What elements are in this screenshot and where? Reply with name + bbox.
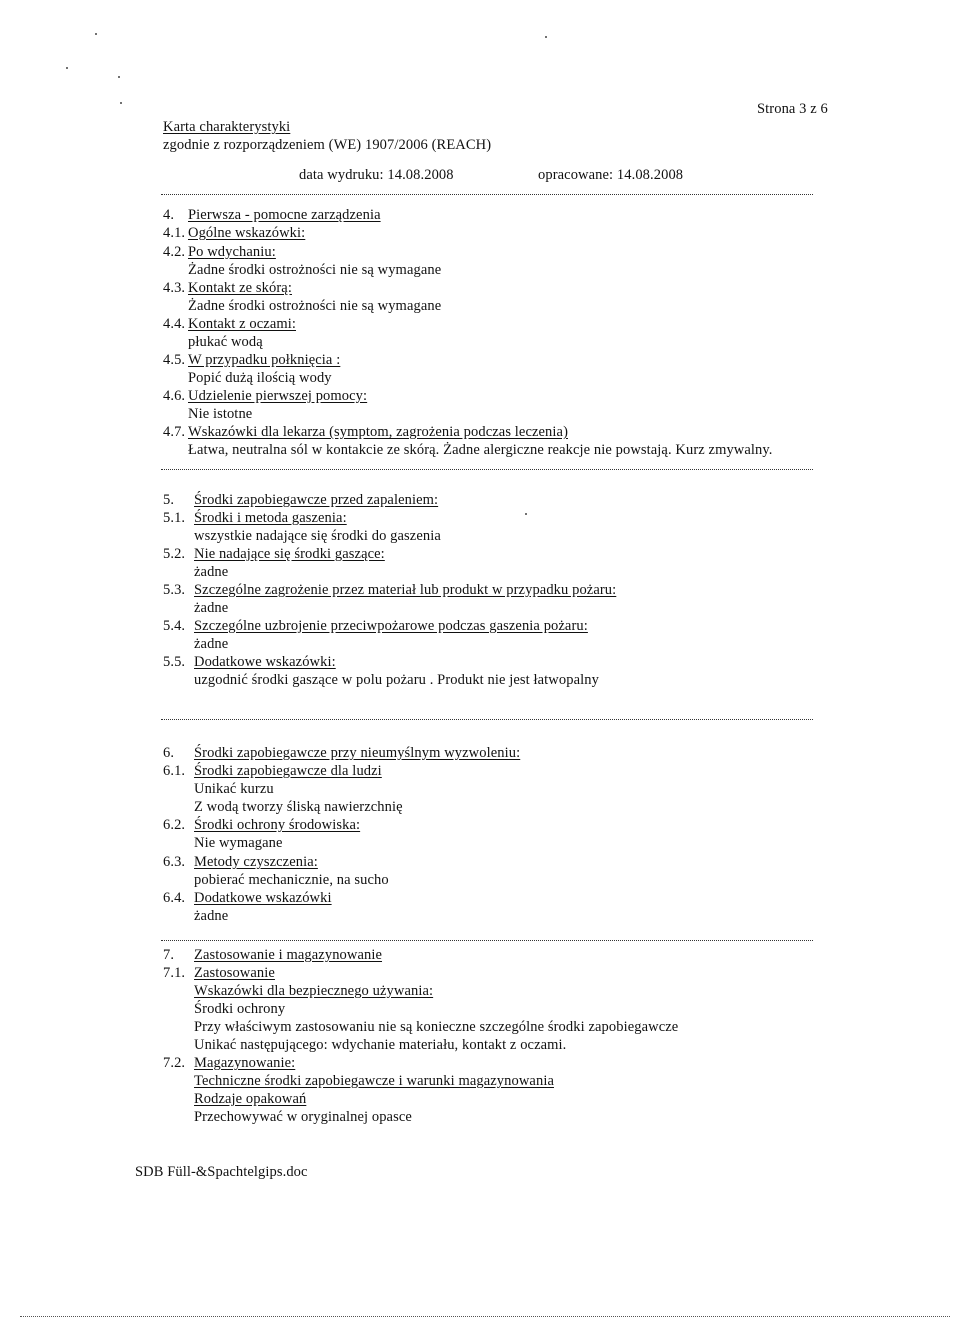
item-number: 4.5. <box>163 352 186 368</box>
regulation-line: zgodnie z rozporządzeniem (WE) 1907/2006 (REACH) <box>163 137 492 153</box>
item-text: żadne <box>194 600 229 616</box>
item-text: Z wodą tworzy śliską nawierzchnię <box>194 799 403 815</box>
section-divider <box>161 194 813 195</box>
section-divider <box>161 940 813 941</box>
item-text: Żadne środki ostrożności nie są wymagane <box>188 262 442 278</box>
item-text: pobierać mechanicznie, na sucho <box>194 872 389 888</box>
scan-speck <box>66 67 68 69</box>
item-number: 5.1. <box>163 510 186 526</box>
section-title: Zastosowanie i magazynowanie <box>194 947 383 963</box>
item-text: Łatwa, neutralna sól w kontakcie ze skórą. Żadne alergiczne reakcje nie powstają. Kurz zmywalny. <box>188 442 773 458</box>
prepared-date: opracowane: 14.08.2008 <box>538 167 684 183</box>
item-text: żadne <box>194 636 229 652</box>
item-title: Szczególne zagrożenie przez materiał lub produkt w przypadku pożaru: <box>194 582 617 598</box>
item-text: Unikać następującego: wdychanie materiału, kontakt z oczami. <box>194 1037 567 1053</box>
item-title: Wskazówki dla lekarza (symptom, zagrożenia podczas leczenia) <box>188 424 568 440</box>
item-text: Żadne środki ostrożności nie są wymagane <box>188 298 442 314</box>
item-text: Unikać kurzu <box>194 781 274 797</box>
item-text: żadne <box>194 908 229 924</box>
item-text: wszystkie nadające się środki do gaszenia <box>194 528 441 544</box>
item-number: 4.3. <box>163 280 186 296</box>
scan-speck <box>545 36 547 38</box>
item-number: 5.3. <box>163 582 186 598</box>
item-number: 6.1. <box>163 763 186 779</box>
item-number: 5.2. <box>163 546 186 562</box>
scan-speck <box>525 513 527 515</box>
item-text: Przy właściwym zastosowaniu nie są konieczne szczególne środki zapobiegawcze <box>194 1019 679 1035</box>
item-text: Środki ochrony <box>194 1001 286 1017</box>
section-divider <box>161 719 813 720</box>
item-number: 6.2. <box>163 817 186 833</box>
section-number: 6. <box>163 745 175 761</box>
item-title: Nie nadające się środki gaszące: <box>194 546 385 562</box>
item-number: 5.4. <box>163 618 186 634</box>
scan-speck <box>118 76 120 78</box>
item-title: Kontakt z oczami: <box>188 316 296 332</box>
section-number: 5. <box>163 492 175 508</box>
item-number: 7.2. <box>163 1055 186 1071</box>
footer-filename: SDB Füll-&Spachtelgips.doc <box>135 1164 308 1180</box>
scan-speck <box>120 102 122 104</box>
item-text: Przechowywać w oryginalnej opasce <box>194 1109 412 1125</box>
item-title: Po wdychaniu: <box>188 244 276 260</box>
item-number: 4.4. <box>163 316 186 332</box>
item-number: 4.6. <box>163 388 186 404</box>
section-number: 7. <box>163 947 175 963</box>
item-title: Metody czyszczenia: <box>194 854 318 870</box>
section-title: Środki zapobiegawcze przy nieumyślnym wyzwoleniu: <box>194 745 521 761</box>
item-title: Dodatkowe wskazówki: <box>194 654 336 670</box>
item-number: 7.1. <box>163 965 186 981</box>
item-text: żadne <box>194 564 229 580</box>
item-title: Środki i metoda gaszenia: <box>194 510 347 526</box>
item-title: Udzielenie pierwszej pomocy: <box>188 388 368 404</box>
print-date: data wydruku: 14.08.2008 <box>299 167 454 183</box>
item-number: 4.2. <box>163 244 186 260</box>
item-subtitle: Rodzaje opakowań <box>194 1091 307 1107</box>
item-title: Ogólne wskazówki: <box>188 225 306 241</box>
item-subtitle: Techniczne środki zapobiegawcze i warunki magazynowania <box>194 1073 554 1089</box>
item-text: uzgodnić środki gaszące w polu pożaru . Produkt nie jest łatwopalny <box>194 672 599 688</box>
section-number: 4. <box>163 207 175 223</box>
item-subtitle: Wskazówki dla bezpiecznego używania: <box>194 983 434 999</box>
item-text: Popić dużą ilością wody <box>188 370 332 386</box>
item-title: Dodatkowe wskazówki <box>194 890 332 906</box>
document-title: Karta charakterystyki <box>163 119 291 135</box>
item-title: Środki ochrony środowiska: <box>194 817 361 833</box>
section-divider <box>161 469 813 470</box>
item-number: 4.1. <box>163 225 186 241</box>
page-number: Strona 3 z 6 <box>757 101 828 117</box>
item-title: Zastosowanie <box>194 965 275 981</box>
section-title: Środki zapobiegawcze przed zapaleniem: <box>194 492 439 508</box>
item-title: Środki zapobiegawcze dla ludzi <box>194 763 382 779</box>
section-title: Pierwsza - pomocne zarządzenia <box>188 207 381 223</box>
item-number: 5.5. <box>163 654 186 670</box>
item-title: W przypadku połknięcia : <box>188 352 341 368</box>
item-number: 4.7. <box>163 424 186 440</box>
item-text: płukać wodą <box>188 334 263 350</box>
item-title: Magazynowanie: <box>194 1055 296 1071</box>
item-text: Nie istotne <box>188 406 253 422</box>
scan-edge-line <box>20 1316 950 1317</box>
item-number: 6.3. <box>163 854 186 870</box>
item-title: Kontakt ze skórą: <box>188 280 292 296</box>
item-title: Szczególne uzbrojenie przeciwpożarowe podczas gaszenia pożaru: <box>194 618 588 634</box>
item-text: Nie wymagane <box>194 835 283 851</box>
item-number: 6.4. <box>163 890 186 906</box>
scan-speck <box>95 33 97 35</box>
